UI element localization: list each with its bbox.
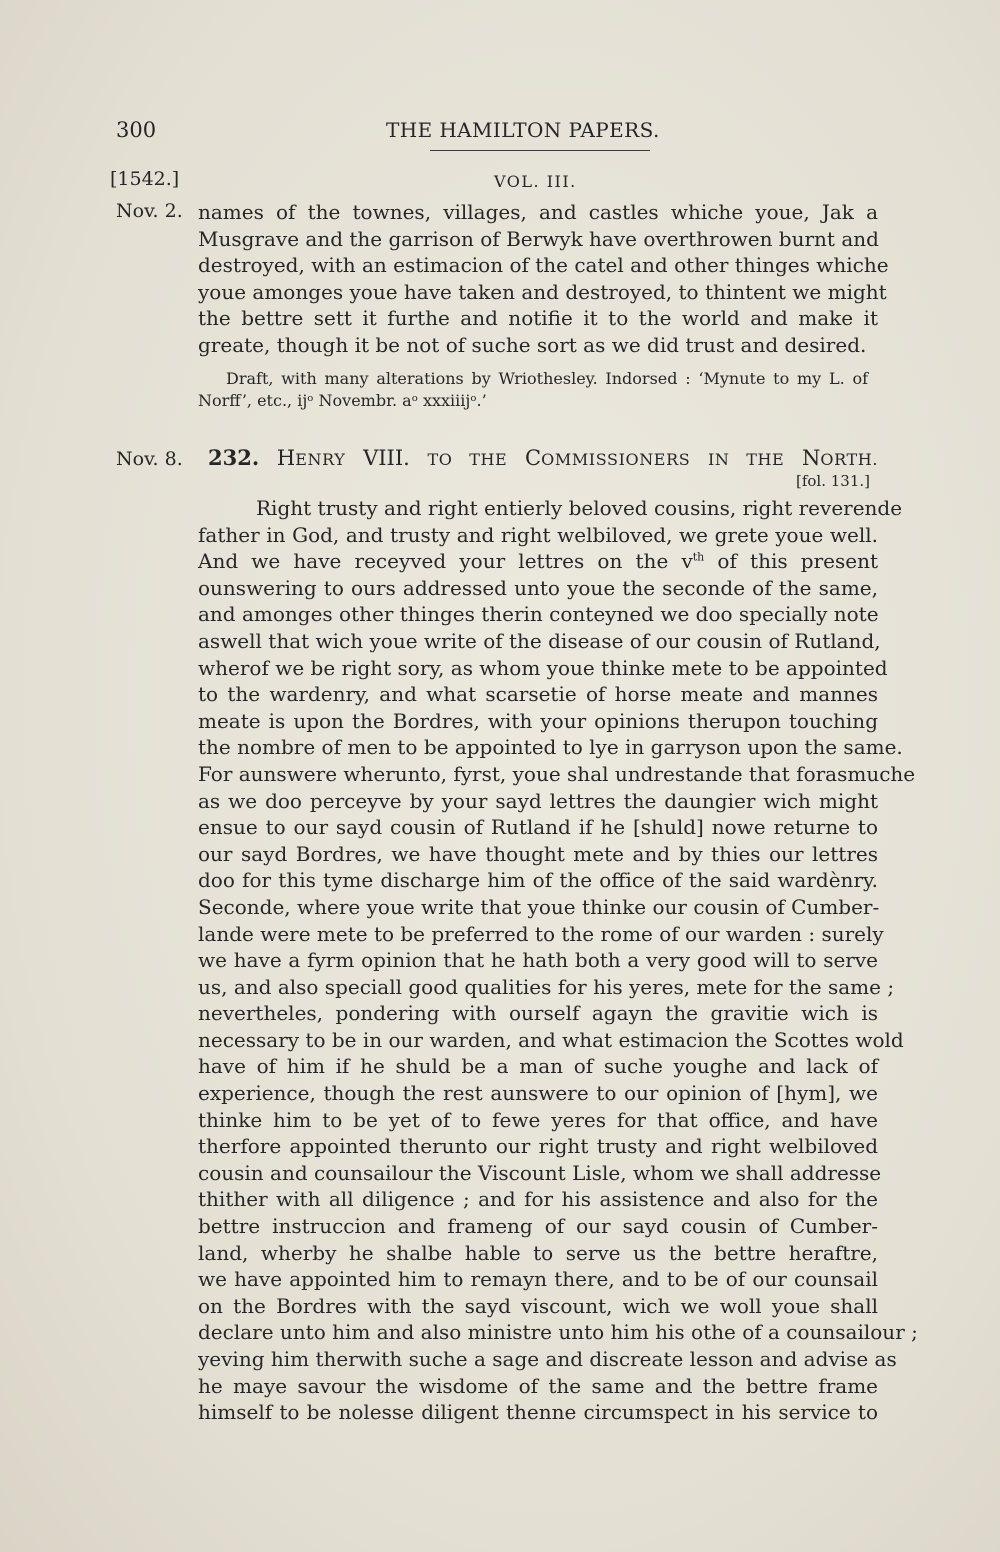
year-marker: [1542.] — [110, 168, 180, 190]
text-line: declare unto him and also ministre unto him his othe of a counsailour ; — [198, 1320, 918, 1345]
date-nov-2: Nov. 2. — [116, 200, 183, 222]
text-line: ensue to our sayd cousin of Rutland if he [shuld] nowe returne to — [198, 815, 878, 840]
first-paragraph — [198, 199, 889, 359]
text-line: the bettre sett it furthe and notifie it to the world and make it — [198, 306, 878, 331]
note-line: Norff’, etc., ijᵒ Novembr. aᵒ xxxiiijᵒ.’ — [198, 391, 487, 410]
text-line: land, wherby he shalbe hable to serve us the bettre heraftre, — [198, 1240, 878, 1265]
text-line: our sayd Bordres, we have thought mete and by thies our lettres — [198, 841, 878, 866]
text-line: thither with all diligence ; and for his assistence and also for the — [198, 1187, 878, 1212]
text-line: we have a fyrm opinion that he hath both a very good will to serve — [198, 948, 878, 973]
folio-reference: [fol. 131.] — [796, 472, 871, 490]
header-rule — [430, 150, 650, 151]
text-line: Seconde, where youe write that youe thinke our cousin of Cumber- — [198, 894, 880, 919]
text-line: and amonges other thinges therin conteyned we doo specially note — [198, 602, 879, 627]
text-line: therfore appointed therunto our right trusty and right welbiloved — [198, 1134, 878, 1159]
text-line: bettre instruccion and frameng of our sayd cousin of Cumber- — [198, 1214, 878, 1239]
text-line: aswell that wich youe write of the disease of our cousin of Rutland, — [198, 628, 881, 653]
text-line: Musgrave and the garrison of Berwyk have overthrowen burnt and — [198, 226, 879, 251]
heading-north: NORTH. — [802, 446, 879, 470]
page-number: 300 — [116, 118, 157, 142]
text-line: himself to be nolesse diligent thenne circumspect in his service to — [198, 1400, 878, 1425]
text-line: necessary to be in our warden, and what estimacion the Scottes wold — [198, 1027, 904, 1052]
text-line: wherof we be right sory, as whom youe thinke mete to be appointed — [198, 655, 888, 680]
text-line: thinke him to be yet of to fewe yeres for that office, and have — [198, 1107, 878, 1132]
text-line: Right trusty and right entierly beloved cousins, right reverende — [256, 496, 903, 520]
text-line: he maye savour the wisdome of the same and the bettre frame — [198, 1373, 878, 1398]
running-title: THE HAMILTON PAPERS. — [386, 118, 660, 142]
text-line: meate is upon the Bordres, with your opinions therupon touching — [198, 708, 878, 733]
volume-label: VOL. III. — [494, 172, 577, 191]
letter-number: 232. — [208, 445, 260, 470]
text-line: have of him if he shuld be a man of suche youghe and lack of — [198, 1054, 878, 1079]
note-line: Draft, with many alterations by Wriothesley. Indorsed : ‘Mynute to my L. of — [226, 369, 868, 388]
text-line: cousin and counsailour the Viscount Lisle, whom we shall addresse — [198, 1160, 882, 1185]
heading-in-the: IN THE — [708, 450, 785, 469]
heading-commissioners: COMMISSIONERS — [525, 446, 691, 470]
text-line: on the Bordres with the sayd viscount, wich we woll youe shall — [198, 1293, 878, 1318]
text-line: to the wardenry, and what scarsetie of horse meate and mannes — [198, 682, 878, 707]
text-line: And we have receyved your lettres on the $v^{th}$ of this present — [198, 549, 879, 574]
text-line: destroyed, with an estimacion of the catel and other thinges whiche — [198, 253, 889, 278]
text-line: we have appointed him to remayn there, and to be of our counsail — [198, 1267, 878, 1292]
date-nov-8: Nov. 8. — [116, 448, 183, 470]
text-line: youe amonges youe have taken and destroyed, to thintent we might — [198, 279, 887, 304]
text-line: ounswering to ours addressed unto youe the seconde of the same, — [198, 575, 878, 600]
text-line: lande were mete to be preferred to the rome of our warden : surely — [198, 921, 884, 946]
heading-henry: HENRY — [276, 446, 346, 470]
letter-body — [198, 495, 918, 1426]
text-line: doo for this tyme discharge him of the office of the said wardènry. — [198, 868, 878, 893]
text-line: nevertheles, pondering with ourself agayn the gravitie wich is — [198, 1001, 878, 1026]
heading-viii: VIII. — [363, 446, 410, 470]
text-line: experience, though the rest aunswere to our opinion of [hym], we — [198, 1081, 878, 1106]
text-line: names of the townes, villages, and castles whiche youe, Jak a — [198, 200, 878, 224]
text-line: yeving him therwith suche a sage and discreate lesson and advise as — [198, 1347, 897, 1371]
superscript-th: th — [692, 550, 705, 564]
letter-heading — [208, 445, 878, 470]
text-line: father in God, and trusty and right welbiloved, we grete youe well. — [198, 522, 878, 547]
editorial-note — [198, 368, 868, 412]
text-line: For aunswere wherunto, fyrst, youe shal undrestande that forasmuche — [198, 761, 916, 786]
text-line: us, and also speciall good qualities for his yeres, mete for the same ; — [198, 974, 895, 999]
text-line: the nombre of men to be appointed to lye in garryson upon the same. — [198, 735, 903, 760]
heading-to-the: TO THE — [427, 450, 508, 469]
text-line: as we doo perceyve by your sayd lettres the daungier wich might — [198, 788, 878, 813]
text-line: greate, though it be not of suche sort as we did trust and desired. — [198, 332, 867, 357]
